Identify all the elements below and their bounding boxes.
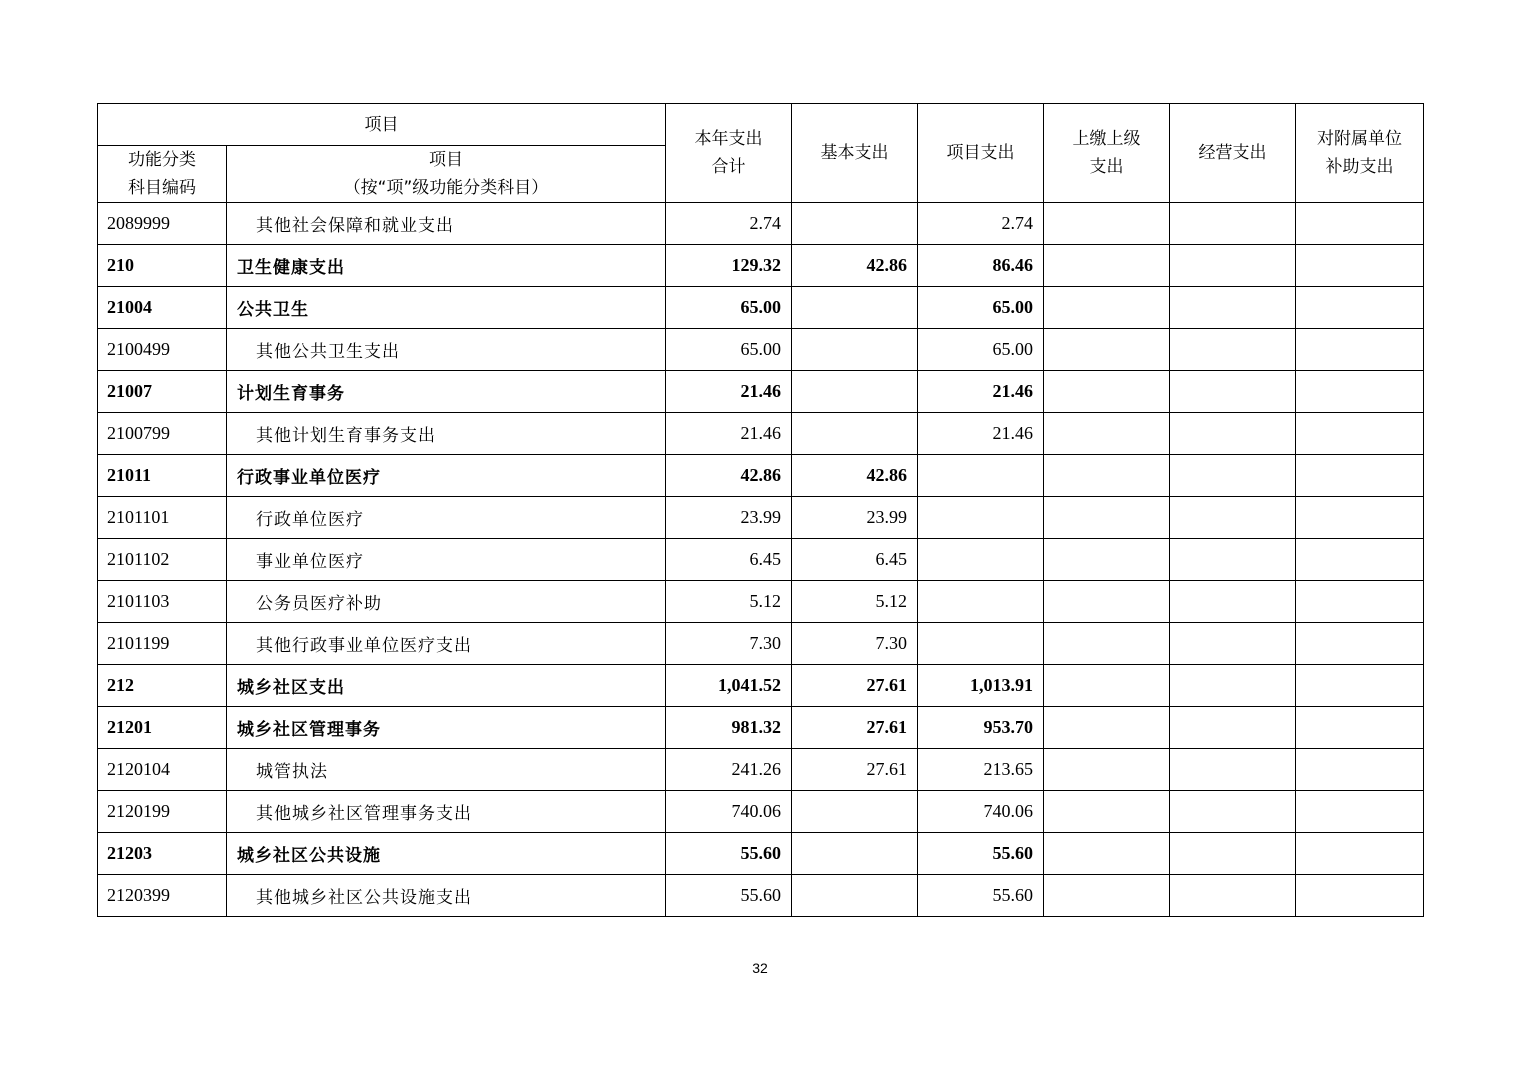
header-basic: 基本支出 — [792, 104, 918, 203]
header-remit-line2: 支出 — [1089, 157, 1124, 177]
cell-subsidy — [1296, 791, 1424, 833]
cell-basic — [792, 791, 918, 833]
cell-subsidy — [1296, 875, 1424, 917]
table-row — [98, 329, 1424, 371]
cell-subsidy — [1296, 329, 1424, 371]
cell-remit — [1044, 539, 1170, 581]
cell-name: 其他行政事业单位医疗支出 — [227, 623, 666, 665]
cell-business — [1170, 581, 1296, 623]
table-row — [98, 623, 1424, 665]
cell-business — [1170, 707, 1296, 749]
cell-code: 2101199 — [98, 623, 227, 665]
header-total-line2: 合计 — [711, 157, 746, 177]
cell-name: 公务员医疗补助 — [227, 581, 666, 623]
cell-business — [1170, 245, 1296, 287]
cell-name: 城乡社区管理事务 — [227, 707, 666, 749]
cell-name: 公共卫生 — [227, 287, 666, 329]
cell-business — [1170, 791, 1296, 833]
cell-name: 城乡社区支出 — [227, 665, 666, 707]
cell-total: 42.86 — [666, 455, 792, 497]
cell-remit — [1044, 287, 1170, 329]
cell-name: 城管执法 — [227, 749, 666, 791]
cell-project: 21.46 — [918, 371, 1044, 413]
header-name — [227, 146, 666, 203]
header-project-group: 项目 — [98, 104, 666, 146]
cell-business — [1170, 539, 1296, 581]
cell-project: 213.65 — [918, 749, 1044, 791]
cell-subsidy — [1296, 203, 1424, 245]
cell-project: 740.06 — [918, 791, 1044, 833]
cell-business — [1170, 371, 1296, 413]
cell-subsidy — [1296, 749, 1424, 791]
header-row-1 — [98, 104, 1424, 146]
cell-remit — [1044, 413, 1170, 455]
cell-total: 740.06 — [666, 791, 792, 833]
cell-subsidy — [1296, 833, 1424, 875]
cell-project: 55.60 — [918, 875, 1044, 917]
cell-code: 2089999 — [98, 203, 227, 245]
cell-total: 55.60 — [666, 833, 792, 875]
table-row — [98, 203, 1424, 245]
cell-subsidy — [1296, 665, 1424, 707]
cell-basic: 42.86 — [792, 245, 918, 287]
cell-basic — [792, 203, 918, 245]
cell-remit — [1044, 581, 1170, 623]
table-row — [98, 791, 1424, 833]
cell-name: 其他计划生育事务支出 — [227, 413, 666, 455]
cell-project — [918, 497, 1044, 539]
cell-business — [1170, 665, 1296, 707]
cell-remit — [1044, 875, 1170, 917]
cell-project: 953.70 — [918, 707, 1044, 749]
cell-code: 21203 — [98, 833, 227, 875]
cell-total: 129.32 — [666, 245, 792, 287]
header-total — [666, 104, 792, 203]
table-row — [98, 707, 1424, 749]
table-row — [98, 497, 1424, 539]
header-name-line1: 项目 — [429, 150, 463, 170]
cell-project — [918, 539, 1044, 581]
header-remit — [1044, 104, 1170, 203]
cell-business — [1170, 623, 1296, 665]
cell-basic: 23.99 — [792, 497, 918, 539]
table-row — [98, 287, 1424, 329]
cell-remit — [1044, 371, 1170, 413]
cell-business — [1170, 833, 1296, 875]
cell-total: 2.74 — [666, 203, 792, 245]
header-remit-line1: 上缴上级 — [1072, 129, 1141, 149]
cell-total: 5.12 — [666, 581, 792, 623]
table-row — [98, 371, 1424, 413]
cell-subsidy — [1296, 455, 1424, 497]
cell-basic — [792, 875, 918, 917]
cell-subsidy — [1296, 245, 1424, 287]
header-subsidy-line2: 补助支出 — [1325, 157, 1394, 177]
cell-remit — [1044, 623, 1170, 665]
table-row — [98, 539, 1424, 581]
cell-basic: 5.12 — [792, 581, 918, 623]
cell-basic — [792, 287, 918, 329]
cell-subsidy — [1296, 497, 1424, 539]
cell-code: 2100799 — [98, 413, 227, 455]
header-project: 项目支出 — [918, 104, 1044, 203]
cell-remit — [1044, 665, 1170, 707]
cell-name: 计划生育事务 — [227, 371, 666, 413]
cell-remit — [1044, 791, 1170, 833]
header-code-line2: 科目编码 — [128, 178, 196, 198]
cell-remit — [1044, 245, 1170, 287]
cell-project: 21.46 — [918, 413, 1044, 455]
cell-total: 241.26 — [666, 749, 792, 791]
cell-name: 城乡社区公共设施 — [227, 833, 666, 875]
cell-basic: 27.61 — [792, 665, 918, 707]
cell-total: 21.46 — [666, 371, 792, 413]
cell-basic: 27.61 — [792, 749, 918, 791]
cell-code: 2101103 — [98, 581, 227, 623]
cell-remit — [1044, 497, 1170, 539]
cell-code: 2120399 — [98, 875, 227, 917]
table-row — [98, 665, 1424, 707]
cell-subsidy — [1296, 413, 1424, 455]
cell-total: 1,041.52 — [666, 665, 792, 707]
cell-project: 86.46 — [918, 245, 1044, 287]
cell-code: 21011 — [98, 455, 227, 497]
cell-subsidy — [1296, 539, 1424, 581]
cell-total: 981.32 — [666, 707, 792, 749]
cell-project: 65.00 — [918, 329, 1044, 371]
header-code — [98, 146, 227, 203]
cell-project — [918, 623, 1044, 665]
cell-name: 其他城乡社区管理事务支出 — [227, 791, 666, 833]
cell-basic: 27.61 — [792, 707, 918, 749]
cell-project — [918, 581, 1044, 623]
cell-project: 1,013.91 — [918, 665, 1044, 707]
cell-business — [1170, 329, 1296, 371]
cell-business — [1170, 287, 1296, 329]
cell-name: 其他社会保障和就业支出 — [227, 203, 666, 245]
cell-subsidy — [1296, 707, 1424, 749]
cell-remit — [1044, 455, 1170, 497]
cell-total: 7.30 — [666, 623, 792, 665]
cell-project: 2.74 — [918, 203, 1044, 245]
header-code-line1: 功能分类 — [128, 150, 196, 170]
header-name-line2: （按“项”级功能分类科目） — [343, 178, 549, 198]
cell-code: 21004 — [98, 287, 227, 329]
table-row — [98, 413, 1424, 455]
cell-business — [1170, 875, 1296, 917]
cell-subsidy — [1296, 287, 1424, 329]
cell-remit — [1044, 203, 1170, 245]
header-subsidy — [1296, 104, 1424, 203]
cell-name: 事业单位医疗 — [227, 539, 666, 581]
table-row — [98, 749, 1424, 791]
cell-total: 23.99 — [666, 497, 792, 539]
cell-subsidy — [1296, 371, 1424, 413]
table-row — [98, 245, 1424, 287]
cell-basic — [792, 329, 918, 371]
cell-business — [1170, 413, 1296, 455]
cell-business — [1170, 455, 1296, 497]
cell-project — [918, 455, 1044, 497]
table-body — [98, 203, 1424, 917]
cell-subsidy — [1296, 623, 1424, 665]
cell-code: 212 — [98, 665, 227, 707]
cell-code: 2120199 — [98, 791, 227, 833]
expenditure-table — [97, 103, 1424, 917]
cell-code: 21007 — [98, 371, 227, 413]
cell-total: 65.00 — [666, 329, 792, 371]
cell-name: 卫生健康支出 — [227, 245, 666, 287]
cell-remit — [1044, 707, 1170, 749]
cell-remit — [1044, 749, 1170, 791]
cell-code: 2101101 — [98, 497, 227, 539]
cell-total: 65.00 — [666, 287, 792, 329]
page-number: 32 — [752, 960, 768, 976]
cell-basic: 42.86 — [792, 455, 918, 497]
cell-name: 其他城乡社区公共设施支出 — [227, 875, 666, 917]
cell-basic — [792, 371, 918, 413]
cell-business — [1170, 749, 1296, 791]
cell-code: 2101102 — [98, 539, 227, 581]
cell-total: 6.45 — [666, 539, 792, 581]
cell-name: 行政单位医疗 — [227, 497, 666, 539]
cell-basic: 7.30 — [792, 623, 918, 665]
cell-name: 其他公共卫生支出 — [227, 329, 666, 371]
header-business: 经营支出 — [1170, 104, 1296, 203]
cell-basic — [792, 833, 918, 875]
cell-business — [1170, 497, 1296, 539]
table-row — [98, 581, 1424, 623]
cell-basic: 6.45 — [792, 539, 918, 581]
cell-code: 21201 — [98, 707, 227, 749]
header-subsidy-line1: 对附属单位 — [1317, 129, 1402, 149]
cell-project: 55.60 — [918, 833, 1044, 875]
cell-code: 2120104 — [98, 749, 227, 791]
table-row — [98, 833, 1424, 875]
cell-basic — [792, 413, 918, 455]
cell-subsidy — [1296, 581, 1424, 623]
table-row — [98, 455, 1424, 497]
table-row — [98, 875, 1424, 917]
cell-total: 21.46 — [666, 413, 792, 455]
header-total-line1: 本年支出 — [694, 129, 763, 149]
cell-code: 210 — [98, 245, 227, 287]
cell-project: 65.00 — [918, 287, 1044, 329]
cell-name: 行政事业单位医疗 — [227, 455, 666, 497]
cell-code: 2100499 — [98, 329, 227, 371]
cell-remit — [1044, 833, 1170, 875]
cell-remit — [1044, 329, 1170, 371]
cell-business — [1170, 203, 1296, 245]
cell-total: 55.60 — [666, 875, 792, 917]
